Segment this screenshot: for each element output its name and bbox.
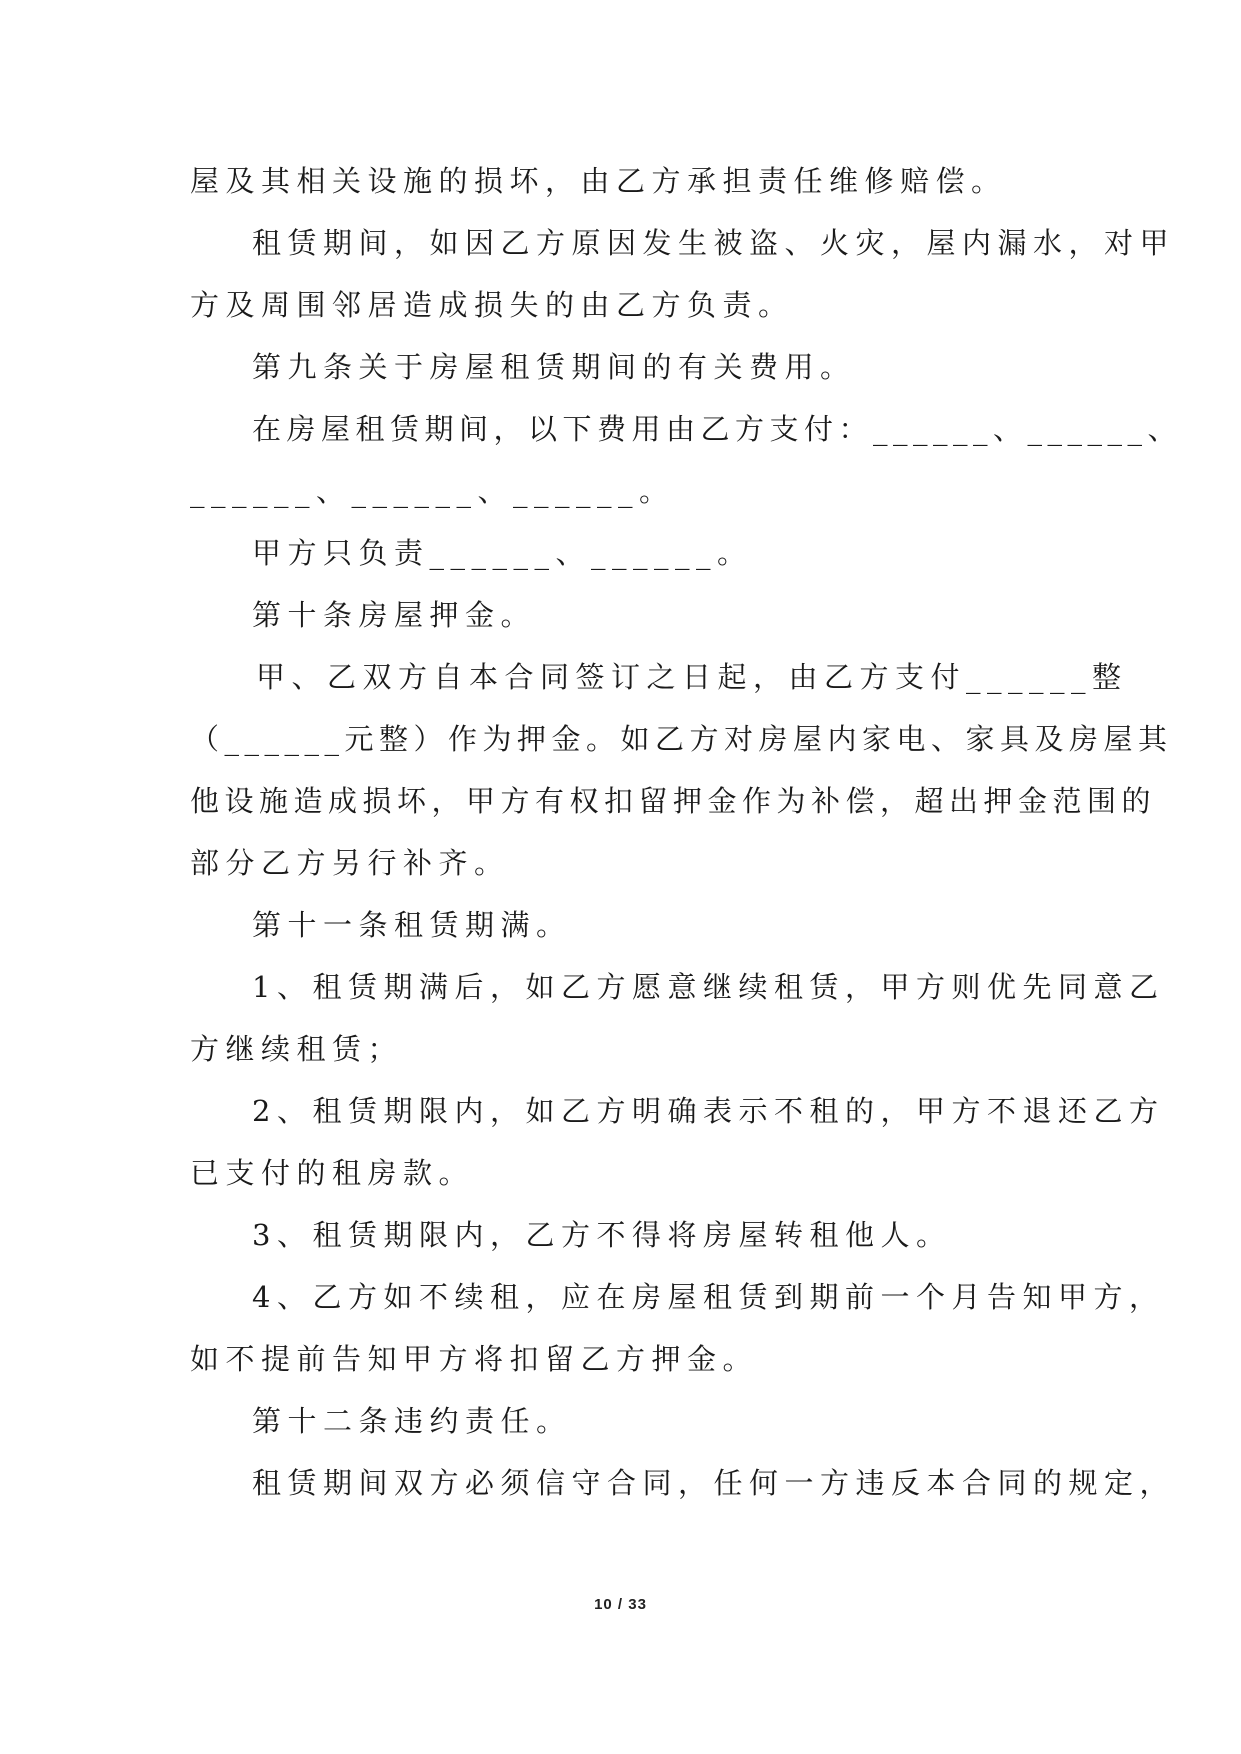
clause-heading: 第十一条租赁期满。 [252, 908, 572, 942]
text-line: 方继续租赁； [190, 1032, 404, 1066]
text-line: 1、租赁期满后，如乙方愿意继续租赁，甲方则优先同意乙 [252, 970, 1165, 1004]
text-line: 租赁期间，如因乙方原因发生被盗、火灾，屋内漏水，对甲 [252, 226, 1176, 260]
text-line: 部分乙方另行补齐。 [190, 846, 510, 880]
text-line: （______元整）作为押金。如乙方对房屋内家电、家具及房屋其 [190, 722, 1173, 756]
text-line: 如不提前告知甲方将扣留乙方押金。 [190, 1342, 759, 1376]
document-body [190, 150, 1183, 1514]
clause-heading: 第十二条违约责任。 [252, 1404, 572, 1438]
text-line: 屋及其相关设施的损坏，由乙方承担责任维修赔偿。 [190, 164, 1007, 198]
clause-heading: 第九条关于房屋租赁期间的有关费用。 [252, 350, 856, 384]
text-line: 他设施造成损坏，甲方有权扣留押金作为补偿，超出押金范围的 [190, 784, 1157, 818]
text-line: 甲、乙双方自本合同签订之日起，由乙方支付______整 [256, 660, 1128, 694]
text-line: ______、______、______。 [190, 474, 675, 508]
text-line: 已支付的租房款。 [190, 1156, 475, 1190]
text-line: 甲方只负责______、______。 [252, 536, 753, 570]
text-line: 租赁期间双方必须信守合同，任何一方违反本合同的规定， [252, 1466, 1176, 1500]
text-line: 2、租赁期限内，如乙方明确表示不租的，甲方不退还乙方 [252, 1094, 1165, 1128]
page-number: 10 / 33 [594, 1596, 647, 1613]
clause-heading: 第十条房屋押金。 [252, 598, 537, 632]
text-line: 在房屋租赁期间，以下费用由乙方支付：______、______、 [252, 412, 1183, 446]
text-line: 方及周围邻居造成损失的由乙方负责。 [190, 288, 794, 322]
text-line: 3、租赁期限内，乙方不得将房屋转租他人。 [252, 1218, 952, 1252]
text-line: 4、乙方如不续租，应在房屋租赁到期前一个月告知甲方， [252, 1280, 1165, 1314]
